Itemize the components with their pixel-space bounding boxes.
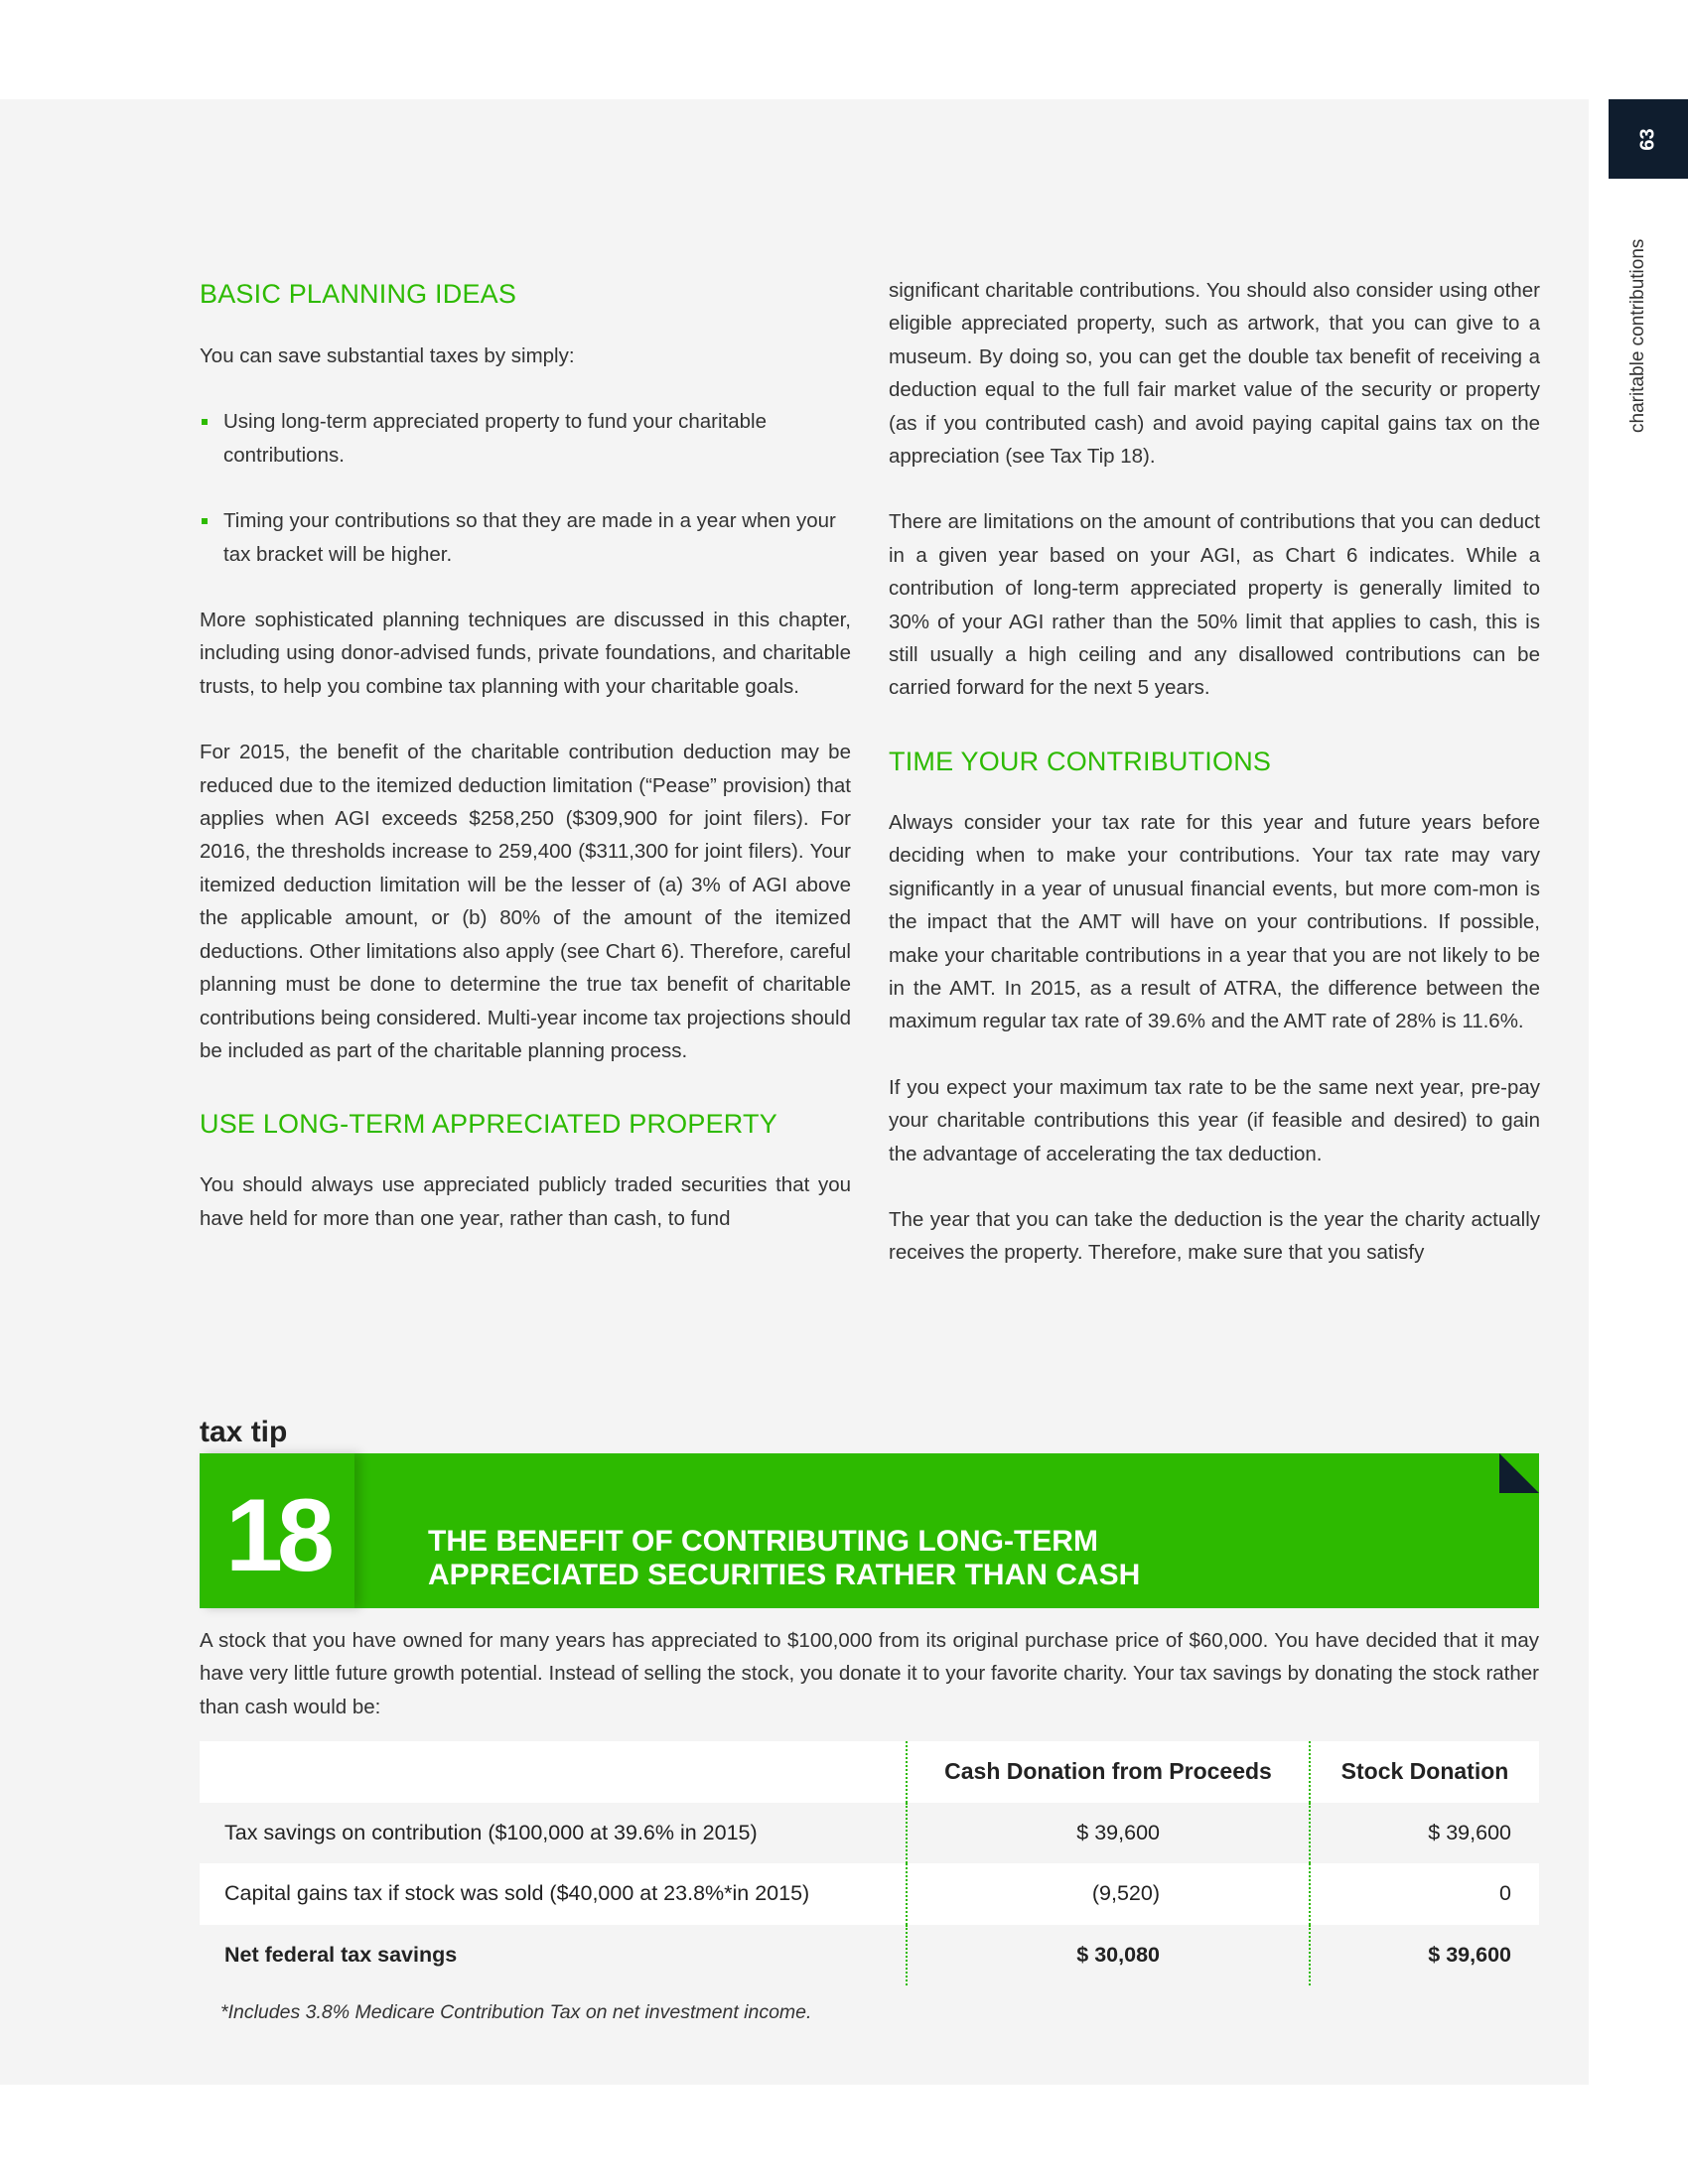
tax-tip-title-line: THE BENEFIT OF CONTRIBUTING LONG-TERM	[428, 1525, 1098, 1558]
paragraph-continued: significant charitable contributions. You should also consider using other eligible appreciated property, such as artwork, that you can give to a museum. By doing so, you can get the double tax benefit of receiving a deduction equal to the full fair market value of the security or property (as if you contributed cash) and avoid paying capital gains tax on the appreciation (see Tax Tip 18).	[889, 279, 1540, 469]
page-number: 63	[1636, 127, 1659, 151]
table-cell: Tax savings on contribution ($100,000 at 39.6% in 2015)	[200, 1803, 907, 1864]
paragraph-long-term: You should always use appreciated publicly traded securities that you have held for more than one year, rather than cash, to fund	[200, 1173, 851, 1230]
table-row	[200, 1803, 1539, 1864]
table-row	[200, 1863, 1539, 1925]
paragraph-prepay: If you expect your maximum tax rate to be the same next year, pre-pay your charitable contributions this year (if feasible and desired) to gain the advantage of accelerating the tax deduction.	[889, 1075, 1540, 1165]
page-number-tab	[1609, 99, 1688, 179]
left-column	[200, 274, 851, 1235]
bullet-item: Timing your contributions so that they are made in a year when your tax bracket will be higher.	[200, 504, 851, 571]
table-footnote: *Includes 3.8% Medicare Contribution Tax on net investment income.	[220, 2001, 812, 2023]
table-cell: $ 39,600	[1310, 1925, 1539, 1986]
heading-basic-planning-ideas: BASIC PLANNING IDEAS	[200, 279, 517, 309]
tax-tip-body: A stock that you have owned for many years has appreciated to $100,000 from its original purchase price of $60,000. You have decided that it may have very little future growth potential. Instead of selling the stock, you donate it to your favorite charity. Your tax savings by donating the stock rather than cash would be:	[200, 1629, 1539, 1718]
table-cell: 0	[1310, 1863, 1539, 1925]
intro-text: You can save substantial taxes by simply:	[200, 344, 575, 367]
corner-fold-icon	[1499, 1453, 1539, 1493]
heading-use-long-term-property: USE LONG-TERM APPRECIATED PROPERTY	[200, 1109, 777, 1140]
bullet-item: Using long-term appreciated property to fund your charitable contributions.	[200, 405, 851, 472]
table-cell: $ 39,600	[907, 1803, 1310, 1864]
table-header-cell: Cash Donation from Proceeds	[907, 1741, 1310, 1803]
table-cell: $ 39,600	[1310, 1803, 1539, 1864]
section-label: charitable contributions	[1627, 238, 1648, 433]
right-column	[889, 274, 1540, 1270]
table-header-cell: Stock Donation	[1310, 1741, 1539, 1803]
tax-savings-table	[200, 1741, 1539, 1985]
paragraph-time: Always consider your tax rate for this year and future years before deciding when to make your contributions. Your tax rate may vary significantly in a year of unusual financial events, but more com-mon is the impact that the AMT will have on your contributions. If possible, make your charitable contributions in a year that you are not likely to be in the AMT. In 2015, as a result of ATRA, the difference between the maximum regular tax rate of 39.6% and the AMT rate of 28% is 11.6%.	[889, 810, 1540, 1033]
tax-tip-label: tax tip	[200, 1416, 288, 1448]
table-cell: Capital gains tax if stock was sold ($40,000 at 23.8%*in 2015)	[200, 1863, 907, 1925]
table-header-row	[200, 1741, 1539, 1803]
paragraph-limitations: There are limitations on the amount of contributions that you can deduct in a given year based on your AGI, as Chart 6 indicates. While a contribution of long-term appreciated property is generally limited to 30% of your AGI rather than the 50% limit that applies to cash, this is still usually a high ceiling and any disallowed contributions can be carried forward for the next 5 years.	[889, 510, 1540, 700]
table-total-row	[200, 1925, 1539, 1986]
paragraph-sophisticated: More sophisticated planning techniques are discussed in this chapter, including using donor-advised funds, private foundations, and charitable trusts, to help you combine tax planning with your charitable goals.	[200, 609, 851, 698]
tax-tip-number-box	[200, 1453, 354, 1608]
table-header-cell	[200, 1741, 907, 1803]
tax-tip-title	[428, 1525, 1322, 1592]
paragraph-deduction-year: The year that you can take the deduction is the year the charity actually receives the property. Therefore, make sure that you satisfy	[889, 1207, 1540, 1265]
table-cell: Net federal tax savings	[200, 1925, 907, 1986]
tax-tip-banner	[200, 1453, 1539, 1608]
tax-tip-title-line: APPRECIATED SECURITIES RATHER THAN CASH	[428, 1559, 1141, 1591]
heading-time-your-contributions: TIME YOUR CONTRIBUTIONS	[889, 746, 1272, 776]
tax-tip-number: 18	[225, 1477, 329, 1593]
paragraph-2015-limitation: For 2015, the benefit of the charitable contribution deduction may be reduced due to the itemized deduction limitation (“Pease” provision) that applies when AGI exceeds $258,250 ($309,900 for joint filers). For 2016, the thresholds increase to 259,400 ($311,300 for joint filers). Your itemized deduction limitation will be the lesser of (a) 3% of AGI above the applicable amount, or (b) 80% of the amount of the itemized deductions. Other limitations also apply (see Chart 6). Therefore, careful planning must be done to determine the true tax benefit of charitable contributions being considered. Multi-year income tax projections should be included as part of the charitable planning process.	[200, 741, 851, 1062]
table-cell: (9,520)	[907, 1863, 1310, 1925]
table-cell: $ 30,080	[907, 1925, 1310, 1986]
